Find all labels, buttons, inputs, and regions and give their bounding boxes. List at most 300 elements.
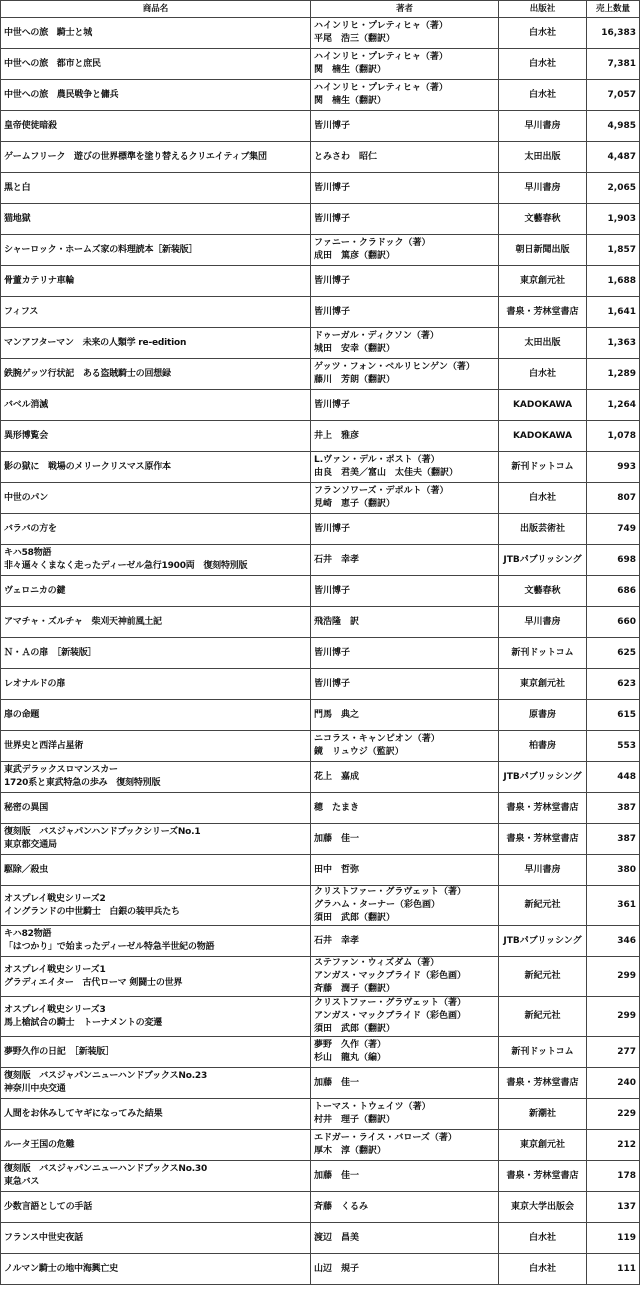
publisher-cell: 東京大学出版会 [499, 1192, 587, 1223]
author-cell [311, 607, 499, 638]
author-cell-line: 山辺 規子 [314, 1263, 360, 1274]
publisher-cell: 出版芸術社 [499, 514, 587, 545]
sales-cell: 240 [587, 1068, 640, 1099]
sales-cell: 7,381 [587, 49, 640, 80]
sales-cell: 623 [587, 669, 640, 700]
title-cell-line: アマチャ・ズルチャ 柴刈天神前風土記 [4, 616, 162, 627]
author-cell [311, 1254, 499, 1285]
table-row [1, 1037, 640, 1068]
author-cell-line: 皆川博子 [314, 647, 351, 658]
title-cell-line: 少数言語としての手話 [4, 1201, 93, 1212]
author-cell-line: 花上 嘉成 [314, 771, 360, 782]
table-row [1, 576, 640, 607]
author-cell-line: 井上 雅彦 [314, 430, 360, 441]
title-cell-line: 皇帝使徒暗殺 [4, 120, 57, 131]
publisher-cell: 書泉・芳林堂書店 [499, 1161, 587, 1192]
column-header-author: 著者 [311, 1, 499, 18]
title-cell-line: ルータ王国の危難 [4, 1139, 75, 1150]
sales-cell: 1,264 [587, 390, 640, 421]
table-row [1, 926, 640, 957]
author-cell [311, 1161, 499, 1192]
title-cell [1, 173, 311, 204]
title-cell-line: 鉄腕ゲッツ行状記 ある盗賊騎士の回想録 [4, 368, 171, 379]
title-cell [1, 421, 311, 452]
author-cell [311, 576, 499, 607]
author-cell-line: 藤川 芳朗（翻訳） [314, 375, 396, 385]
title-cell [1, 328, 311, 359]
table-row [1, 638, 640, 669]
table-row [1, 1130, 640, 1161]
title-cell [1, 926, 311, 957]
title-cell-line: 黒と白 [4, 182, 31, 193]
sales-cell: 1,903 [587, 204, 640, 235]
author-cell-line: ゲッツ・フォン・ベルリヒンゲン（著） [314, 362, 475, 372]
title-cell [1, 997, 311, 1037]
author-cell-line: L.ヴァン・デル・ポスト（著） [314, 455, 440, 465]
sales-cell: 615 [587, 700, 640, 731]
table-row [1, 111, 640, 142]
table-row [1, 957, 640, 997]
title-cell-line: 復刻版 バスジャパンハンドブックシリーズNo.1 [4, 827, 201, 837]
author-cell-line: アンガス・マックブライド（彩色画） [314, 971, 467, 981]
table-row [1, 1068, 640, 1099]
title-cell [1, 49, 311, 80]
publisher-cell: 書泉・芳林堂書店 [499, 1068, 587, 1099]
publisher-cell: KADOKAWA [499, 390, 587, 421]
table-row [1, 142, 640, 173]
title-cell-line: 中世への旅 農民戦争と傭兵 [4, 89, 119, 100]
table-row [1, 49, 640, 80]
title-cell-line: 異形博覧会 [4, 430, 49, 441]
sales-cell: 1,363 [587, 328, 640, 359]
author-cell-line: 穂 たまき [314, 802, 360, 813]
title-cell [1, 266, 311, 297]
table-row [1, 204, 640, 235]
table-row [1, 421, 640, 452]
author-cell-line: フランソワーズ・デポルト（著） [314, 486, 449, 496]
author-cell-line: エドガー・ライス・バローズ（著） [314, 1133, 457, 1143]
table-row [1, 328, 640, 359]
table-row [1, 173, 640, 204]
author-cell-line: 皆川博子 [314, 306, 351, 317]
author-cell [311, 926, 499, 957]
title-cell [1, 731, 311, 762]
column-header-sales: 売上数量 [587, 1, 640, 18]
sales-cell: 178 [587, 1161, 640, 1192]
author-cell [311, 1068, 499, 1099]
title-cell-line: 中世への旅 騎士と城 [4, 27, 93, 38]
publisher-cell: 白水社 [499, 80, 587, 111]
author-cell-line: 飛浩隆 訳 [314, 616, 360, 627]
author-cell-line: 斉藤 潤子（翻訳） [314, 984, 396, 994]
author-cell-line: 石井 幸孝 [314, 935, 360, 946]
author-cell-line: 皆川博子 [314, 523, 351, 534]
author-cell [311, 638, 499, 669]
author-cell-line: 門馬 典之 [314, 709, 360, 720]
table-row [1, 855, 640, 886]
author-cell-line: 皆川博子 [314, 182, 351, 193]
title-cell-line: 骨董カテリナ車輪 [4, 275, 75, 286]
author-cell [311, 235, 499, 266]
title-cell-line: 「はつかり」で始まったディーゼル特急半世紀の物語 [4, 942, 215, 952]
author-cell-line: 厚木 淳（翻訳） [314, 1146, 387, 1156]
author-cell-line: 鏡 リュウジ（監訳） [314, 747, 404, 757]
title-cell [1, 1254, 311, 1285]
sales-cell: 993 [587, 452, 640, 483]
publisher-cell: 白水社 [499, 1254, 587, 1285]
sales-cell: 346 [587, 926, 640, 957]
author-cell [311, 762, 499, 793]
publisher-cell: 東京創元社 [499, 266, 587, 297]
sales-cell: 137 [587, 1192, 640, 1223]
author-cell-line: ハインリヒ・プレティヒャ（著） [314, 83, 448, 93]
sales-cell: 1,289 [587, 359, 640, 390]
sales-cell: 119 [587, 1223, 640, 1254]
title-cell-line: 扉の命題 [4, 709, 40, 720]
publisher-cell: KADOKAWA [499, 421, 587, 452]
author-cell-line: 石井 幸孝 [314, 554, 360, 565]
author-cell-line: 皆川博子 [314, 399, 351, 410]
author-cell [311, 731, 499, 762]
title-cell-line: フランス中世史夜話 [4, 1232, 83, 1243]
title-cell-line: ゲームフリーク 遊びの世界標準を塗り替えるクリエイティブ集団 [4, 151, 267, 162]
publisher-cell: 太田出版 [499, 142, 587, 173]
title-cell-line: ノルマン騎士の地中海興亡史 [4, 1263, 119, 1274]
publisher-cell: JTBパブリッシング [499, 545, 587, 576]
title-cell-line: シャーロック・ホームズ家の料理読本［新装版］ [4, 244, 198, 255]
table-row [1, 762, 640, 793]
publisher-cell: 太田出版 [499, 328, 587, 359]
publisher-cell: 原書房 [499, 700, 587, 731]
title-cell [1, 235, 311, 266]
title-cell [1, 855, 311, 886]
title-cell-line: バラバの方を [4, 523, 57, 534]
author-cell-line: 加藤 佳一 [314, 1170, 360, 1181]
title-cell-line: Ｎ・Ａの扉 ［新装版］ [4, 647, 97, 658]
title-cell [1, 483, 311, 514]
author-cell-line: クリストファー・グラヴェット（著） [314, 887, 467, 897]
title-cell [1, 390, 311, 421]
author-cell-line: 加藤 佳一 [314, 833, 360, 844]
author-cell-line: ニコラス・キャンピオン（著） [314, 734, 440, 744]
table-row [1, 886, 640, 926]
publisher-cell: JTBパブリッシング [499, 926, 587, 957]
title-cell-line: オスプレイ戦史シリーズ1 [4, 964, 106, 975]
sales-cell: 387 [587, 793, 640, 824]
table-row [1, 793, 640, 824]
publisher-cell: 新潮社 [499, 1099, 587, 1130]
author-cell-line: ドゥーガル・ディクソン（著） [314, 331, 439, 341]
table-row [1, 80, 640, 111]
author-cell [311, 297, 499, 328]
sales-cell: 380 [587, 855, 640, 886]
author-cell [311, 421, 499, 452]
sales-cell: 749 [587, 514, 640, 545]
author-cell [311, 793, 499, 824]
author-cell [311, 514, 499, 545]
title-cell-line: フィフス [4, 306, 39, 317]
publisher-cell: 書泉・芳林堂書店 [499, 824, 587, 855]
sales-cell: 4,985 [587, 111, 640, 142]
table-row [1, 483, 640, 514]
author-cell [311, 545, 499, 576]
title-cell [1, 700, 311, 731]
title-cell-line: 猫地獄 [4, 213, 31, 224]
title-cell [1, 1099, 311, 1130]
publisher-cell: 白水社 [499, 18, 587, 49]
table-row [1, 997, 640, 1037]
publisher-cell: 早川書房 [499, 111, 587, 142]
author-cell-line: 城田 安幸（翻訳） [314, 344, 396, 354]
table-row [1, 1099, 640, 1130]
author-cell-line: トーマス・トウェイツ（著） [314, 1102, 431, 1112]
title-cell [1, 576, 311, 607]
publisher-cell: 文藝春秋 [499, 204, 587, 235]
title-cell [1, 452, 311, 483]
sales-cell: 16,383 [587, 18, 640, 49]
title-cell-line: 神奈川中央交通 [4, 1084, 66, 1094]
publisher-cell: 新紀元社 [499, 886, 587, 926]
sales-cell: 299 [587, 997, 640, 1037]
title-cell-line: 復刻版 バスジャパンニューハンドブックスNo.30 [4, 1164, 208, 1174]
column-header-title: 商品名 [1, 1, 311, 18]
sales-cell: 660 [587, 607, 640, 638]
sales-cell: 361 [587, 886, 640, 926]
author-cell [311, 700, 499, 731]
title-cell [1, 607, 311, 638]
title-cell-line: バベル消滅 [4, 399, 49, 410]
author-cell [311, 49, 499, 80]
author-cell-line: ハインリヒ・プレティヒャ（著） [314, 21, 448, 31]
author-cell [311, 142, 499, 173]
table-row [1, 731, 640, 762]
author-cell-line: 由良 君美／富山 太佳夫（翻訳） [314, 468, 459, 478]
author-cell [311, 1223, 499, 1254]
title-cell [1, 297, 311, 328]
author-cell [311, 80, 499, 111]
author-cell [311, 173, 499, 204]
author-cell [311, 1192, 499, 1223]
author-cell [311, 359, 499, 390]
author-cell-line: グラハム・ターナー（彩色画） [314, 900, 441, 910]
publisher-cell: 柏書房 [499, 731, 587, 762]
title-cell-line: 世界史と西洋占星術 [4, 740, 84, 751]
sales-cell: 686 [587, 576, 640, 607]
sales-cell: 1,078 [587, 421, 640, 452]
title-cell-line: オスプレイ戦史シリーズ2 [4, 893, 106, 904]
title-cell [1, 1223, 311, 1254]
title-cell [1, 514, 311, 545]
title-cell-line: 復刻版 バスジャパンニューハンドブックスNo.23 [4, 1071, 208, 1081]
publisher-cell: 早川書房 [499, 607, 587, 638]
author-cell-line: 成田 篤彦（翻訳） [314, 251, 396, 261]
title-cell-line: 駆除／殺虫 [4, 864, 49, 875]
author-cell-line: ハインリヒ・プレティヒャ（著） [314, 52, 448, 62]
table-row [1, 266, 640, 297]
title-cell [1, 111, 311, 142]
title-cell-line: 人間をお休みしてヤギになってみた結果 [4, 1108, 163, 1119]
title-cell-line: グラディエイター 古代ローマ 剣闘士の世界 [4, 977, 183, 988]
table-row [1, 1254, 640, 1285]
title-cell-line: 馬上槍試合の騎士 トーナメントの変遷 [4, 1017, 163, 1028]
author-cell [311, 824, 499, 855]
title-cell-line: 非々逼々くまなく走ったディーゼル急行1900両 復刻特別版 [4, 561, 248, 571]
author-cell-line: 平尾 浩三（翻訳） [314, 34, 396, 44]
table-row [1, 235, 640, 266]
sales-cell: 4,487 [587, 142, 640, 173]
publisher-cell: 新紀元社 [499, 997, 587, 1037]
sales-cell: 1,641 [587, 297, 640, 328]
sales-cell: 277 [587, 1037, 640, 1068]
table-row [1, 452, 640, 483]
title-cell-line: マンアフターマン 未来の人類学 re-edition [4, 337, 187, 348]
table-row [1, 514, 640, 545]
author-cell [311, 18, 499, 49]
author-cell-line: 加藤 佳一 [314, 1077, 360, 1088]
publisher-cell: 朝日新聞出版 [499, 235, 587, 266]
author-cell [311, 957, 499, 997]
sales-cell: 448 [587, 762, 640, 793]
publisher-cell: 新紀元社 [499, 957, 587, 997]
title-cell [1, 1130, 311, 1161]
sales-cell: 212 [587, 1130, 640, 1161]
publisher-cell: 新刊ドットコム [499, 1037, 587, 1068]
title-cell [1, 1192, 311, 1223]
publisher-cell: JTBパブリッシング [499, 762, 587, 793]
publisher-cell: 早川書房 [499, 173, 587, 204]
table-row [1, 545, 640, 576]
author-cell-line: ファニー・クラドック（著） [314, 238, 431, 248]
title-cell [1, 762, 311, 793]
table-row [1, 669, 640, 700]
table-row [1, 607, 640, 638]
author-cell-line: 村井 理子（翻訳） [314, 1115, 396, 1125]
author-cell-line: 斉藤 くるみ [314, 1201, 369, 1212]
publisher-cell: 白水社 [499, 483, 587, 514]
author-cell [311, 1037, 499, 1068]
author-cell-line: アンガス・マックブライド（彩色画） [314, 1011, 467, 1021]
title-cell-line: 東急バス [4, 1177, 40, 1187]
title-cell [1, 886, 311, 926]
author-cell-line: 関 楠生（翻訳） [314, 96, 387, 106]
sales-cell: 299 [587, 957, 640, 997]
sales-cell: 229 [587, 1099, 640, 1130]
author-cell [311, 390, 499, 421]
author-cell-line: 田中 哲弥 [314, 864, 360, 875]
publisher-cell: 書泉・芳林堂書店 [499, 793, 587, 824]
author-cell [311, 266, 499, 297]
author-cell [311, 669, 499, 700]
publisher-cell: 新刊ドットコム [499, 452, 587, 483]
sales-cell: 111 [587, 1254, 640, 1285]
sales-cell: 1,688 [587, 266, 640, 297]
publisher-cell: 早川書房 [499, 855, 587, 886]
sales-cell: 807 [587, 483, 640, 514]
column-header-publisher: 出版社 [499, 1, 587, 18]
author-cell [311, 328, 499, 359]
title-cell [1, 80, 311, 111]
author-cell-line: とみさわ 昭仁 [314, 151, 378, 162]
title-cell-line: 東武デラックスロマンスカー [4, 765, 118, 775]
publisher-cell: 東京創元社 [499, 669, 587, 700]
table-row [1, 1161, 640, 1192]
publisher-cell: 新刊ドットコム [499, 638, 587, 669]
title-cell-line: 影の獄に 戦場のメリークリスマス原作本 [4, 461, 171, 472]
author-cell-line: 皆川博子 [314, 213, 351, 224]
author-cell [311, 452, 499, 483]
author-cell [311, 886, 499, 926]
sales-cell: 625 [587, 638, 640, 669]
publisher-cell: 書泉・芳林堂書店 [499, 297, 587, 328]
title-cell [1, 142, 311, 173]
author-cell-line: ステファン・ウィズダム（著） [314, 958, 440, 968]
title-cell-line: キハ58物語 [4, 548, 52, 558]
author-cell [311, 855, 499, 886]
title-cell [1, 1161, 311, 1192]
title-cell-line: 1720系と東武特急の歩み 復刻特別版 [4, 778, 161, 788]
table-row [1, 18, 640, 49]
sales-cell: 2,065 [587, 173, 640, 204]
author-cell-line: 皆川博子 [314, 120, 351, 131]
author-cell [311, 1099, 499, 1130]
title-cell-line: キハ82物語 [4, 929, 52, 939]
author-cell-line: 杉山 龍丸（編） [314, 1053, 387, 1063]
publisher-cell: 白水社 [499, 49, 587, 80]
table-row [1, 1223, 640, 1254]
title-cell [1, 638, 311, 669]
title-cell-line: レオナルドの扉 [4, 678, 66, 689]
table-row [1, 297, 640, 328]
sales-cell: 7,057 [587, 80, 640, 111]
author-cell-line: 皆川博子 [314, 585, 351, 596]
publisher-cell: 白水社 [499, 359, 587, 390]
title-cell [1, 1037, 311, 1068]
author-cell [311, 111, 499, 142]
author-cell-line: 須田 武郎（翻訳） [314, 1024, 396, 1034]
title-cell [1, 1068, 311, 1099]
title-cell [1, 359, 311, 390]
table-row [1, 390, 640, 421]
publisher-cell: 文藝春秋 [499, 576, 587, 607]
title-cell-line: 夢野久作の日記 ［新装版］ [4, 1046, 114, 1057]
title-cell [1, 669, 311, 700]
title-cell-line: 東京都交通局 [4, 840, 57, 850]
header-row [1, 1, 640, 18]
sales-cell: 387 [587, 824, 640, 855]
title-cell [1, 957, 311, 997]
sales-cell: 1,857 [587, 235, 640, 266]
author-cell-line: 夢野 久作（著） [314, 1040, 387, 1050]
author-cell-line: 見崎 恵子（翻訳） [314, 499, 396, 509]
title-cell [1, 545, 311, 576]
title-cell-line: オスプレイ戦史シリーズ3 [4, 1004, 106, 1015]
author-cell-line: 渡辺 昌美 [314, 1232, 360, 1243]
title-cell [1, 793, 311, 824]
sales-cell: 553 [587, 731, 640, 762]
title-cell [1, 18, 311, 49]
author-cell [311, 997, 499, 1037]
publisher-cell: 東京創元社 [499, 1130, 587, 1161]
title-cell [1, 824, 311, 855]
author-cell-line: 皆川博子 [314, 275, 351, 286]
author-cell-line: 関 楠生（翻訳） [314, 65, 387, 75]
sales-cell: 698 [587, 545, 640, 576]
table-row [1, 359, 640, 390]
table-row [1, 824, 640, 855]
title-cell-line: 中世への旅 都市と庶民 [4, 58, 101, 69]
table-row [1, 700, 640, 731]
title-cell [1, 204, 311, 235]
